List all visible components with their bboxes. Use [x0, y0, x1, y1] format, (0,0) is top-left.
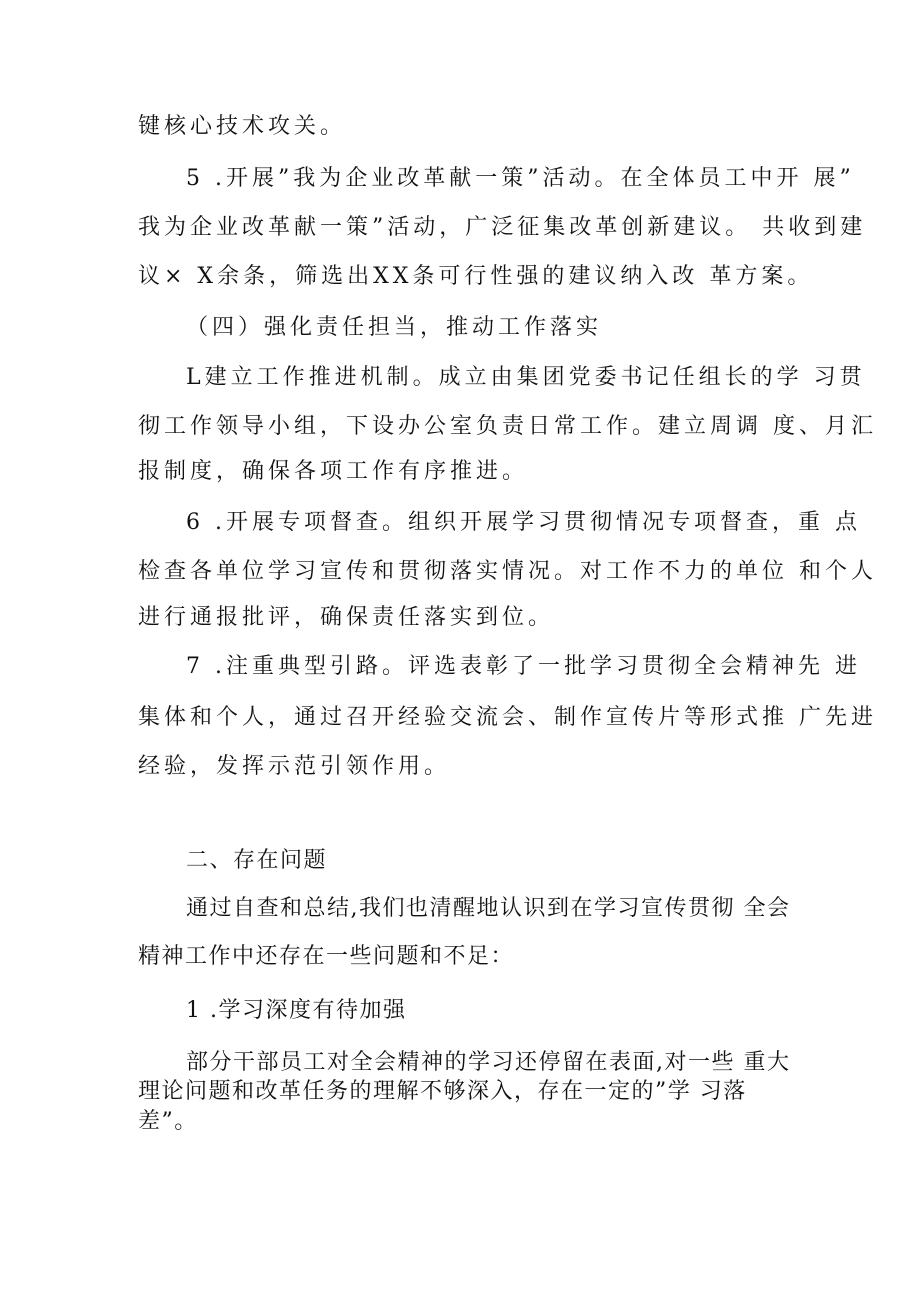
para-line-9: 检查各单位学习宣传和贯彻落实情况。对工作不力的单位 和个人: [138, 559, 877, 584]
para-line-1: 键核心技术攻关。: [138, 114, 347, 139]
section-heading-2: 二、存在问题: [186, 848, 328, 873]
para-line-8: 6 .开展专项督查。组织开展学习贯彻情况专项督查，重 点: [186, 510, 861, 535]
para-line-18: 差”。: [138, 1109, 198, 1134]
para-line-14: 通过自查和总结,我们也清醒地认识到在学习宣传贯彻 全会: [186, 896, 791, 921]
para-line-12: 集体和个人，通过召开经验交流会、制作宣传片等形式推 广先进: [138, 705, 877, 730]
para-line-13: 经验，发挥示范引领作用。: [138, 754, 451, 779]
para-line-5: L建立工作推进机制。成立由集团党委书记任组长的学 习贯: [186, 365, 866, 390]
para-line-16: 部分干部员工对全会精神的学习还停留在表面,对一些 重大: [186, 1050, 791, 1075]
para-line-3: 我为企业改革献一策”活动，广泛征集改革创新建议。 共收到建: [138, 215, 867, 240]
para-line-2: 5 .开展”我为企业改革献一策”活动。在全体员工中开 展”: [186, 166, 855, 191]
para-line-7: 报制度，确保各项工作有序推进。: [138, 459, 529, 484]
section-heading-4: （四）强化责任担当，推动工作落实: [186, 315, 603, 340]
para-line-4: 议× X余条，筛选出XX条可行性强的建议纳入改 革方案。: [138, 264, 814, 289]
subheading-1: 1 .学习深度有待加强: [186, 998, 407, 1023]
para-line-10: 进行通报批评，确保责任落实到位。: [138, 605, 555, 630]
para-line-17: 理论问题和改革任务的理解不够深入，存在一定的”学 习落: [138, 1079, 747, 1104]
para-line-6: 彻工作领导小组，下设办公室负责日常工作。建立周调 度、月汇: [138, 414, 877, 439]
para-line-11: 7 .注重典型引路。评选表彰了一批学习贯彻全会精神先 进: [186, 654, 861, 679]
para-line-15: 精神工作中还存在一些问题和不足：: [138, 944, 515, 969]
